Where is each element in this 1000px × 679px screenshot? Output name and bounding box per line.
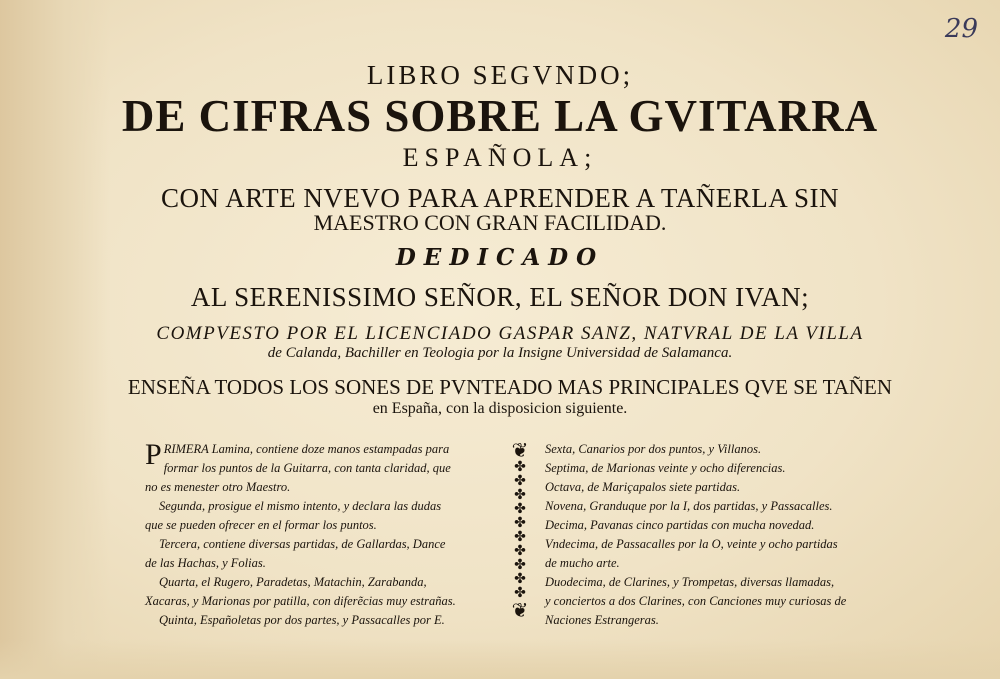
list-item: Segunda, prosigue el mismo intento, y declara las dudas	[159, 499, 442, 513]
list-item: Sexta, Canarios por dos puntos, y Villanos.	[545, 442, 762, 456]
contents-right-column	[545, 440, 915, 630]
list-item: que se pueden ofrecer en el formar los puntos.	[145, 518, 377, 532]
fleuron-icon: ✤	[514, 585, 526, 601]
fleuron-icon: ✤	[514, 501, 526, 517]
list-item: Novena, Granduque por la I, dos partidas, y Passacalles.	[545, 499, 833, 513]
list-item: no es menester otro Maestro.	[145, 480, 291, 494]
fleuron-icon: ✤	[514, 459, 526, 475]
fleuron-icon: ✤	[514, 487, 526, 503]
fleuron-icon: ✤	[514, 473, 526, 489]
author-credentials: de Calanda, Bachiller en Teologia por la Insigne Universidad de Salamanca.	[267, 345, 733, 361]
contents-heading-1: ENSEÑA TODOS LOS SONES DE PVNTEADO MAS PRINCIPALES QVE SE TAÑEN	[127, 375, 893, 399]
dedication-heading: DEDICADO	[395, 244, 605, 271]
page-number: 29	[944, 14, 978, 44]
subtitle-line-1: CON ARTE NVEVO PARA APRENDER A TAÑERLA SIN	[160, 183, 840, 213]
fleuron-icon: ✤	[514, 515, 526, 531]
fleuron-icon: ❦	[511, 598, 529, 622]
list-item: Tercera, contiene diversas partidas, de Gallardas, Dance	[159, 537, 446, 551]
list-item: formar los puntos de la Guitarra, con tanta claridad, que	[163, 461, 451, 475]
list-item: Naciones Estrangeras.	[545, 613, 659, 627]
list-item: Xacaras, y Marionas por patilla, con diferẽcias muy estrañas.	[145, 594, 456, 608]
list-item: y conciertos a dos Clarines, con Canciones muy curiosas de	[545, 594, 847, 608]
list-item: de mucho arte.	[545, 556, 620, 570]
list-item: de las Hachas, y Folias.	[145, 556, 266, 570]
list-item: Octava, de Mariçapalos siete partidas.	[545, 480, 741, 494]
fleuron-icon: ✤	[514, 557, 526, 573]
fleuron-ornament-column	[505, 440, 535, 620]
dedicatee: AL SERENISSIMO SEÑOR, EL SEÑOR DON IVAN;	[190, 282, 810, 312]
paper-stain-bottom	[0, 639, 1000, 679]
fleuron-icon: ❦	[511, 438, 529, 462]
list-item: Quinta, Españoletas por dos partes, y Passacalles por E.	[159, 613, 445, 627]
contents-left-column	[145, 440, 495, 630]
contents-heading-2: en España, con la disposicion siguiente.	[372, 400, 628, 417]
list-item: Duodecima, de Clarines, y Trompetas, diversas llamadas,	[545, 575, 835, 589]
author-line: COMPVESTO POR EL LICENCIADO GASPAR SANZ, NATVRAL DE LA VILLA	[156, 323, 864, 344]
list-item: Vndecima, de Passacalles por la O, veinte y ocho partidas	[545, 537, 838, 551]
fleuron-icon: ✤	[514, 571, 526, 587]
list-item: Quarta, el Rugero, Paradetas, Matachin, Zarabanda,	[159, 575, 427, 589]
list-item: RIMERA Lamina, contiene doze manos estampadas para	[163, 442, 450, 456]
list-item: Decima, Pavanas cinco partidas con mucha novedad.	[545, 518, 815, 532]
fleuron-icon: ✤	[514, 543, 526, 559]
drop-cap: P	[145, 438, 162, 471]
book-heading: LIBRO SEGVNDO;	[366, 60, 634, 90]
subtitle-line-2: MAESTRO CON GRAN FACILIDAD.	[313, 210, 667, 235]
title-espanola: ESPAÑOLA;	[402, 143, 598, 172]
fleuron-icon: ✤	[514, 529, 526, 545]
main-title: DE CIFRAS SOBRE LA GVITARRA	[121, 91, 879, 141]
list-item: Septima, de Marionas veinte y ocho diferencias.	[545, 461, 786, 475]
